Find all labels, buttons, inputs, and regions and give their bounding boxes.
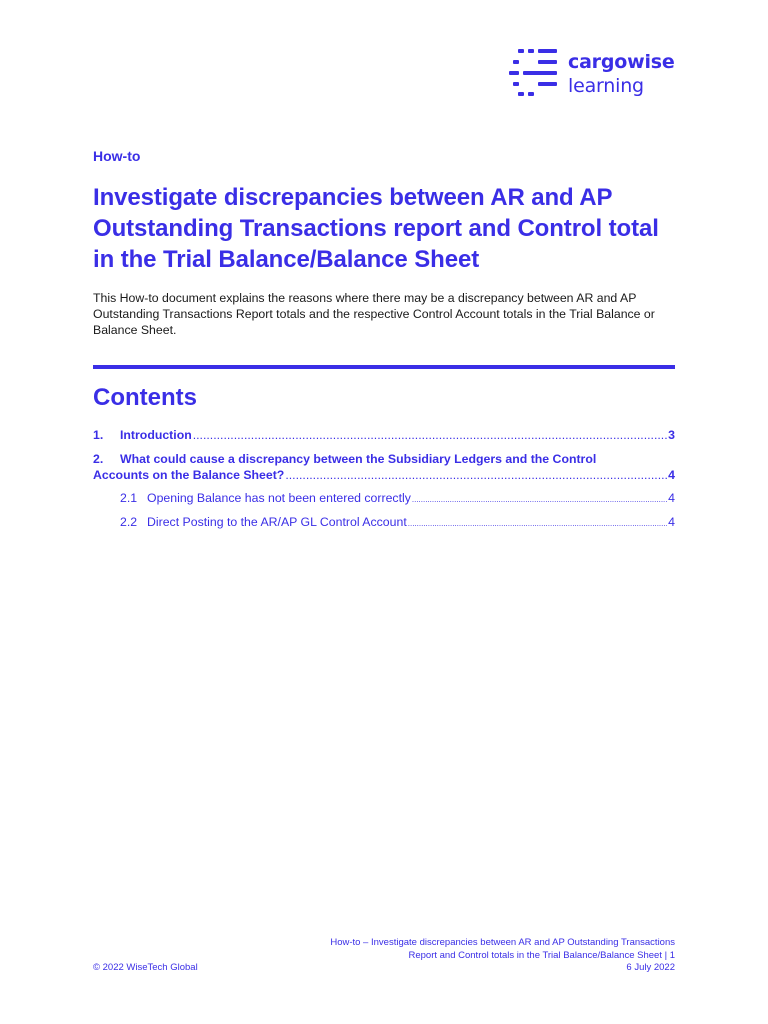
footer-copyright: © 2022 WiseTech Global xyxy=(93,962,198,973)
footer-document-title-line2: Report and Control totals in the Trial Balance/Balance Sheet | 1 xyxy=(408,949,675,961)
toc-item-direct-posting[interactable] xyxy=(120,515,675,529)
toc-item-discrepancy-causes-cont[interactable] xyxy=(93,468,675,482)
toc-leader-dots xyxy=(285,468,667,482)
toc-item-number: 2. xyxy=(93,452,104,466)
toc-item-discrepancy-causes[interactable] xyxy=(93,452,675,466)
footer-document-title-line1: How-to – Investigate discrepancies between AR and AP Outstanding Transactions xyxy=(330,937,675,948)
document-title: Investigate discrepancies between AR and AP Outstanding Transactions report and Control total in the Trial Balance/Balance Sheet xyxy=(93,184,659,273)
logo-wordmark xyxy=(568,50,675,98)
section-divider xyxy=(93,365,675,369)
toc-item-title: Opening Balance has not been entered correctly xyxy=(147,491,411,505)
toc-item-page: 3 xyxy=(668,428,675,442)
toc-item-title: What could cause a discrepancy between the Subsidiary Ledgers and the Control xyxy=(120,452,597,466)
toc-item-number: 2.2 xyxy=(120,515,138,529)
page-footer-info xyxy=(175,937,675,975)
contents-heading: Contents xyxy=(93,384,197,411)
document-type-label: How-to xyxy=(93,148,141,164)
toc-leader-dots xyxy=(412,495,667,504)
document-intro: This How-to document explains the reasons where there may be a discrepancy between AR and AP Outstanding Transactions Report totals and the respective Control Account totals in the Trial Balance or Balance Sheet. xyxy=(93,291,655,337)
toc-item-page: 4 xyxy=(668,468,675,482)
toc-item-title-continued: Accounts on the Balance Sheet? xyxy=(93,468,285,482)
logo-word-learning: learning xyxy=(568,75,644,97)
toc-item-number: 2.1 xyxy=(120,491,138,505)
toc-item-number: 1. xyxy=(93,428,104,442)
logo-word-cargowise: cargowise xyxy=(568,51,675,73)
toc-leader-dots xyxy=(408,519,667,528)
toc-item-introduction[interactable] xyxy=(93,428,675,442)
toc-item-title: Introduction xyxy=(120,428,192,442)
footer-date: 6 July 2022 xyxy=(626,962,675,973)
toc-leader-dots xyxy=(193,428,667,442)
toc-item-title: Direct Posting to the AR/AP GL Control Account xyxy=(147,515,407,529)
cargowise-logo-icon xyxy=(509,48,557,96)
cargowise-learning-logo xyxy=(509,48,679,98)
toc-item-page: 4 xyxy=(668,491,675,505)
toc-item-opening-balance[interactable] xyxy=(120,491,675,505)
toc-item-page: 4 xyxy=(668,515,675,529)
